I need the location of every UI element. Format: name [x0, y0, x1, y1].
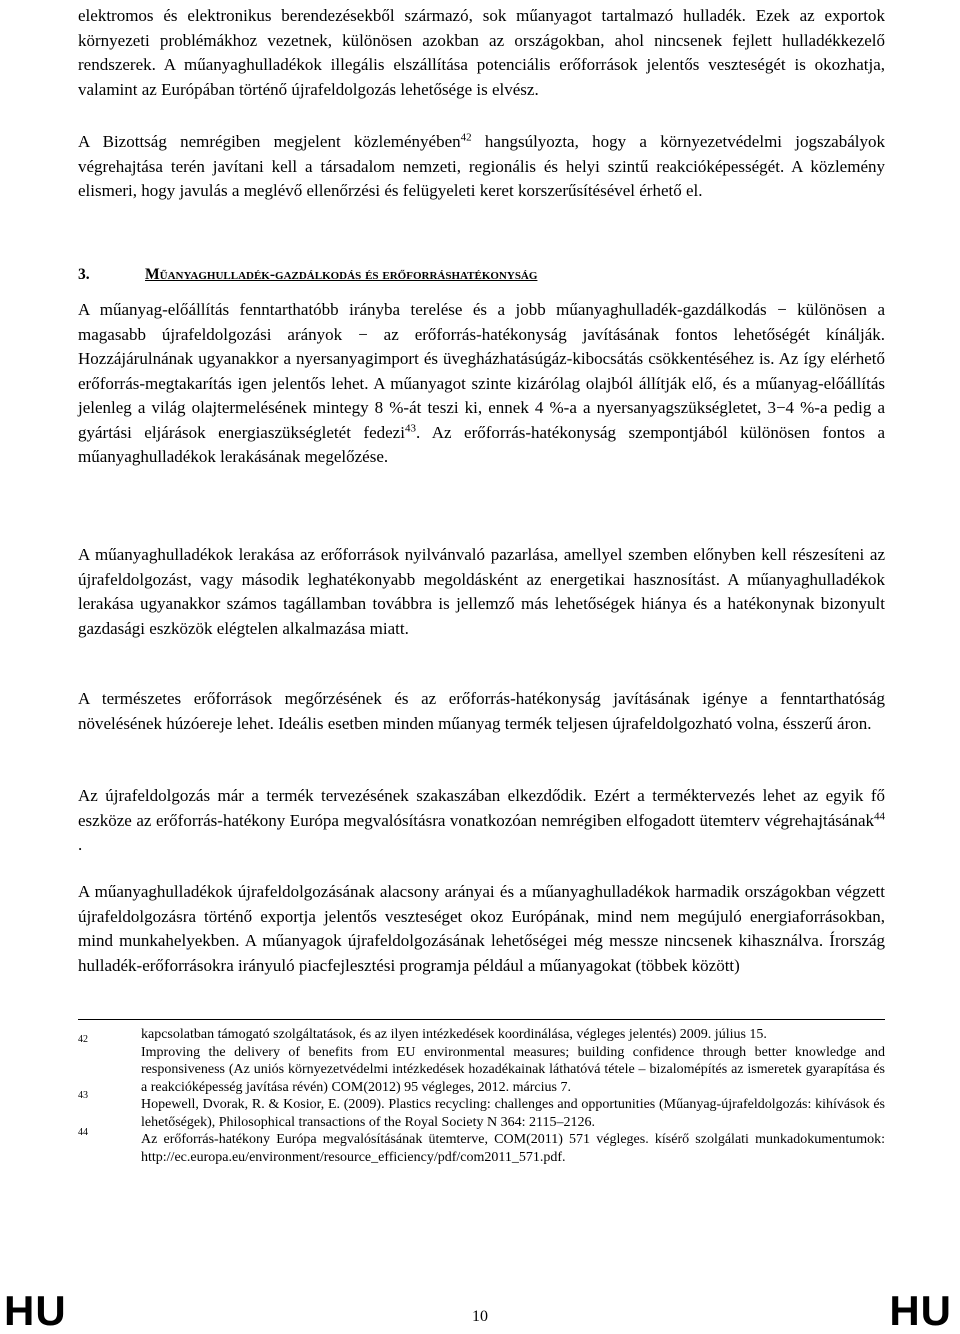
- paragraph-muanyag-text-b: . Az erőforrás-hatékonyság szempontjából különösen fontos a műanyaghulladékok lerakásának megelőzése.: [78, 422, 885, 466]
- footnote-text: Improving the delivery of benefits from EU environmental measures; building confidence through better knowledge and responsiveness (Az uniós környezetvédelmi intézkedések hozadékainak láthatóvá tétele – bizalomépítés az ismeretek gyarapítása és a reakcióképesség javítása révén) COM(2012) 95 végleges, 2012. március 7.: [141, 1044, 885, 1095]
- paragraph-muanyag-text-a: A műanyag-előállítás fenntarthatóbb irányba terelése és a jobb műanyaghulladék-gazdálkodás − különösen a magasabb újrafeldolgozási arányok − az erőforrás-hatékonyság javításának fontos lehetőségét kínálják. Hozzájárulnának ugyanakkor a nyersanyagimport és üvegházhatásúgáz-kibocsátás csökkentéséhez is. Az így elérhető erőforrás-megtakarítás igen jelentős lehet. A műanyagot szinte kizárólag olajból állítják elő, és a műanyag-előállítás jelenleg a világ olajtermelésének mintegy 8 %-át teszi ki, ennek 4 %-a a nyersanyagszükségletet, 3−4 %-a pedig a gyártási eljárások energiaszükségletét fedezi: [78, 300, 885, 442]
- language-mark-left: HU: [4, 1287, 67, 1334]
- footnote-43: [78, 1090, 885, 1131]
- paragraph-ujrafeldolgozas: [78, 784, 885, 858]
- paragraph-bizottsag: [78, 130, 885, 204]
- paragraph-bizottsag-text-b: hangsúlyozta, hogy a környezetvédelmi jogszabályok végrehajtása terén javítani kell a társadalom nemzeti, regionális és helyi szintű reakcióképességét. A közlemény elismeri, hogy javulás a meglévő ellenőrzési és felügyeleti keret korszerűsítésével érhető el.: [78, 132, 885, 200]
- footnote-number: 42: [78, 1033, 88, 1045]
- language-mark-right: HU: [889, 1287, 952, 1334]
- footnote-ref-44[interactable]: 44: [874, 809, 885, 822]
- footnote-number: 43: [78, 1090, 88, 1101]
- footnote-ref-42[interactable]: 42: [460, 131, 472, 144]
- footnote-continuation: [78, 1026, 885, 1044]
- paragraph-lerakasa: A műanyaghulladékok lerakása az erőforrások nyilvánvaló pazarlása, amellyel szemben előnyben kell részesíteni az újrafeldolgozást, vagy második leghatékonyabb megoldásként az energetikai hasznosítást. A műanyaghulladékok lerakása ugyanakkor számos tagállamban továbbra is jellemző más lehetőségek hiánya és a hatékonynak bizonyult gazdasági eszközök elégtelen alkalmazása miatt.: [78, 545, 885, 638]
- paragraph-alacsony-aranyok: A műanyaghulladékok újrafeldolgozásának alacsony arányai és a műanyaghulladékok harmadik országokban végzett újrafeldolgozásra történő exportja jelentős veszteséget okoz Európának, mind nem megújuló energiaforrásokban, mind munkahelyekben. A műanyagok újrafeldolgozásának lehetőségei még messze nincsenek kihasználva. Írország hulladék-erőforrásokra irányuló piacfejlesztési programja például a műanyagokat (többek között): [78, 882, 885, 975]
- paragraph-intro: elektromos és elektronikus berendezésekből származó, sok műanyagot tartalmazó hulladék. Ezek az exportok környezeti problémákhoz vezetnek, különösen azokban az országokban, ahol nincsenek fejlett hulladékkezelő rendszerek. A műanyaghulladékok illegális elszállítása potenciális erőforrások jelentős veszteségét is okozhatja, valamint az Európában történő újrafeldolgozás lehetősége is elvész.: [78, 6, 885, 99]
- section-heading: [78, 266, 885, 284]
- section-number: 3.: [78, 266, 90, 283]
- paragraph-bizottsag-text-a: A Bizottság nemrégiben megjelent közleményében: [78, 132, 461, 151]
- footnote-continuation-text: kapcsolatban támogató szolgáltatások, és az ilyen intézkedések koordinálása, végleges jelentés) 2009. július 15.: [141, 1027, 767, 1042]
- footnote-text: Az erőforrás-hatékony Európa megvalósításának ütemterve, COM(2011) 571 végleges. kísérő szolgálati munkadokumentumok: http://ec.europa.eu/environment/resource_efficiency/pdf/com2011_571.pdf.: [141, 1132, 885, 1165]
- paragraph-ujrafeldolgozas-text-a: Az újrafeldolgozás már a termék tervezésének szakaszában elkezdődik. Ezért a terméktervezés lehet az egyik fő eszköze az erőforrás-hatékony Európa megvalósításra vonatkozóan nemrégiben elfogadott ütemterv végrehajtásának: [78, 786, 885, 830]
- footnote-text: Hopewell, Dvorak, R. & Kosior, E. (2009). Plastics recycling: challenges and opportunities (Műanyag-újrafeldolgozás: kihívások és lehetőségek), Philosophical transactions of the Royal Society N 364: 2115–2126.: [141, 1097, 885, 1130]
- paragraph-termeszetes-eroforrasok: A természetes erőforrások megőrzésének és az erőforrás-hatékonyság javításának igénye a fenntarthatóság növelésének húzóereje lehet. Ideális esetben minden műanyag termék teljesen újrafeldolgozható volna, ésszerű áron.: [78, 689, 885, 733]
- section-title: Műanyaghulladék-gazdálkodás és erőforráshatékonyság: [145, 266, 538, 283]
- page-number: 10: [472, 1308, 488, 1325]
- footnote-44: [78, 1127, 885, 1166]
- footnote-separator: [78, 1019, 885, 1020]
- footnotes: [78, 1026, 885, 1166]
- footnote-ref-43[interactable]: 43: [404, 421, 416, 434]
- paragraph-muanyag-eloallitas: [78, 298, 885, 470]
- paragraph-ujrafeldolgozas-text-b: .: [78, 835, 83, 854]
- footnote-number: 44: [78, 1127, 88, 1138]
